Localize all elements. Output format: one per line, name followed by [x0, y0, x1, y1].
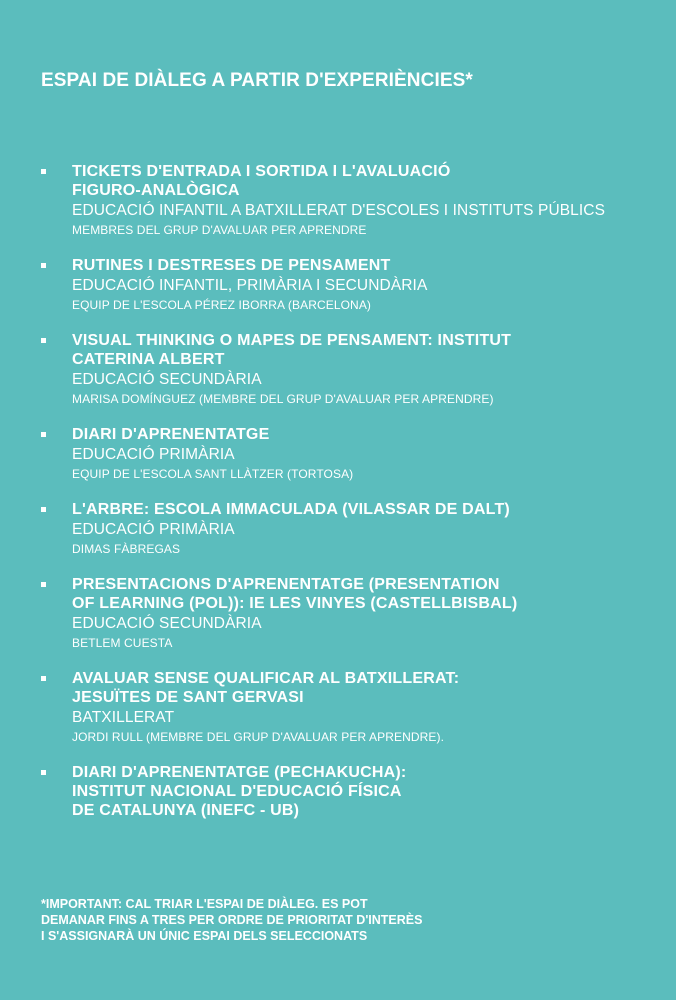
item-title: PRESENTACIONS D'APRENENTATGE (PRESENTATION OF LEARNING (POL)): IE LES VINYES (CASTELLBISBAL)	[72, 576, 518, 612]
item-team: EQUIP DE L'ESCOLA PÉREZ IBORRA (BARCELONA)	[72, 298, 372, 312]
list-item	[0, 575, 676, 652]
item-title: VISUAL THINKING O MAPES DE PENSAMENT: INSTITUT CATERINA ALBERT	[72, 332, 512, 368]
list-item	[0, 256, 676, 314]
bullet-icon	[41, 338, 46, 343]
bullet-icon	[41, 676, 46, 681]
item-team: DIMAS FÀBREGAS	[72, 542, 181, 556]
bullet-icon	[41, 770, 46, 775]
bullet-icon	[41, 263, 46, 268]
item-team: JORDI RULL (MEMBRE DEL GRUP D'AVALUAR PER APRENDRE).	[72, 730, 445, 744]
page-heading: ESPAI DE DIÀLEG A PARTIR D'EXPERIÈNCIES*	[41, 70, 473, 91]
bullet-icon	[41, 582, 46, 587]
item-level: EDUCACIÓ PRIMÀRIA	[72, 446, 235, 463]
list-item	[0, 500, 676, 558]
item-title: DIARI D'APRENENTATGE	[72, 426, 270, 443]
item-title: AVALUAR SENSE QUALIFICAR AL BATXILLERAT: JESUÏTES DE SANT GERVASI	[72, 670, 460, 706]
item-title: RUTINES I DESTRESES DE PENSAMENT	[72, 257, 391, 274]
bullet-icon	[41, 432, 46, 437]
bullet-icon	[41, 507, 46, 512]
bullet-icon	[41, 169, 46, 174]
item-level: EDUCACIÓ SECUNDÀRIA	[72, 615, 262, 632]
item-team: MARISA DOMÍNGUEZ (MEMBRE DEL GRUP D'AVALUAR PER APRENDRE)	[72, 392, 494, 406]
item-title: TICKETS D'ENTRADA I SORTIDA I L'AVALUACIÓ FIGURO-ANALÒGICA	[72, 163, 451, 199]
list-item	[0, 763, 676, 820]
item-level: EDUCACIÓ INFANTIL A BATXILLERAT D'ESCOLES I INSTITUTS PÚBLICS	[72, 202, 606, 219]
item-team: MEMBRES DEL GRUP D'AVALUAR PER APRENDRE	[72, 223, 367, 237]
list-item	[0, 669, 676, 746]
item-team: BETLEM CUESTA	[72, 636, 173, 650]
item-level: EDUCACIÓ SECUNDÀRIA	[72, 371, 262, 388]
list-item	[0, 162, 676, 239]
experience-list	[0, 162, 676, 820]
item-title: L'ARBRE: ESCOLA IMMACULADA (VILASSAR DE DALT)	[72, 501, 510, 518]
item-level: EDUCACIÓ INFANTIL, PRIMÀRIA I SECUNDÀRIA	[72, 277, 428, 294]
item-team: EQUIP DE L'ESCOLA SANT LLÀTZER (TORTOSA)	[72, 467, 354, 481]
item-title: DIARI D'APRENENTATGE (PECHAKUCHA): INSTITUT NACIONAL D'EDUCACIÓ FÍSICA DE CATALUNYA (INEFC - UB)	[72, 764, 407, 819]
item-level: BATXILLERAT	[72, 709, 175, 726]
list-item	[0, 331, 676, 408]
item-level: EDUCACIÓ PRIMÀRIA	[72, 521, 235, 538]
list-item	[0, 425, 676, 483]
footnote: *IMPORTANT: CAL TRIAR L'ESPAI DE DIÀLEG. ES POT DEMANAR FINS A TRES PER ORDRE DE PRIORITAT D'INTERÈS I S'ASSIGNARÀ UN ÚNIC ESPAI DELS SELECCIONATS	[41, 897, 423, 943]
